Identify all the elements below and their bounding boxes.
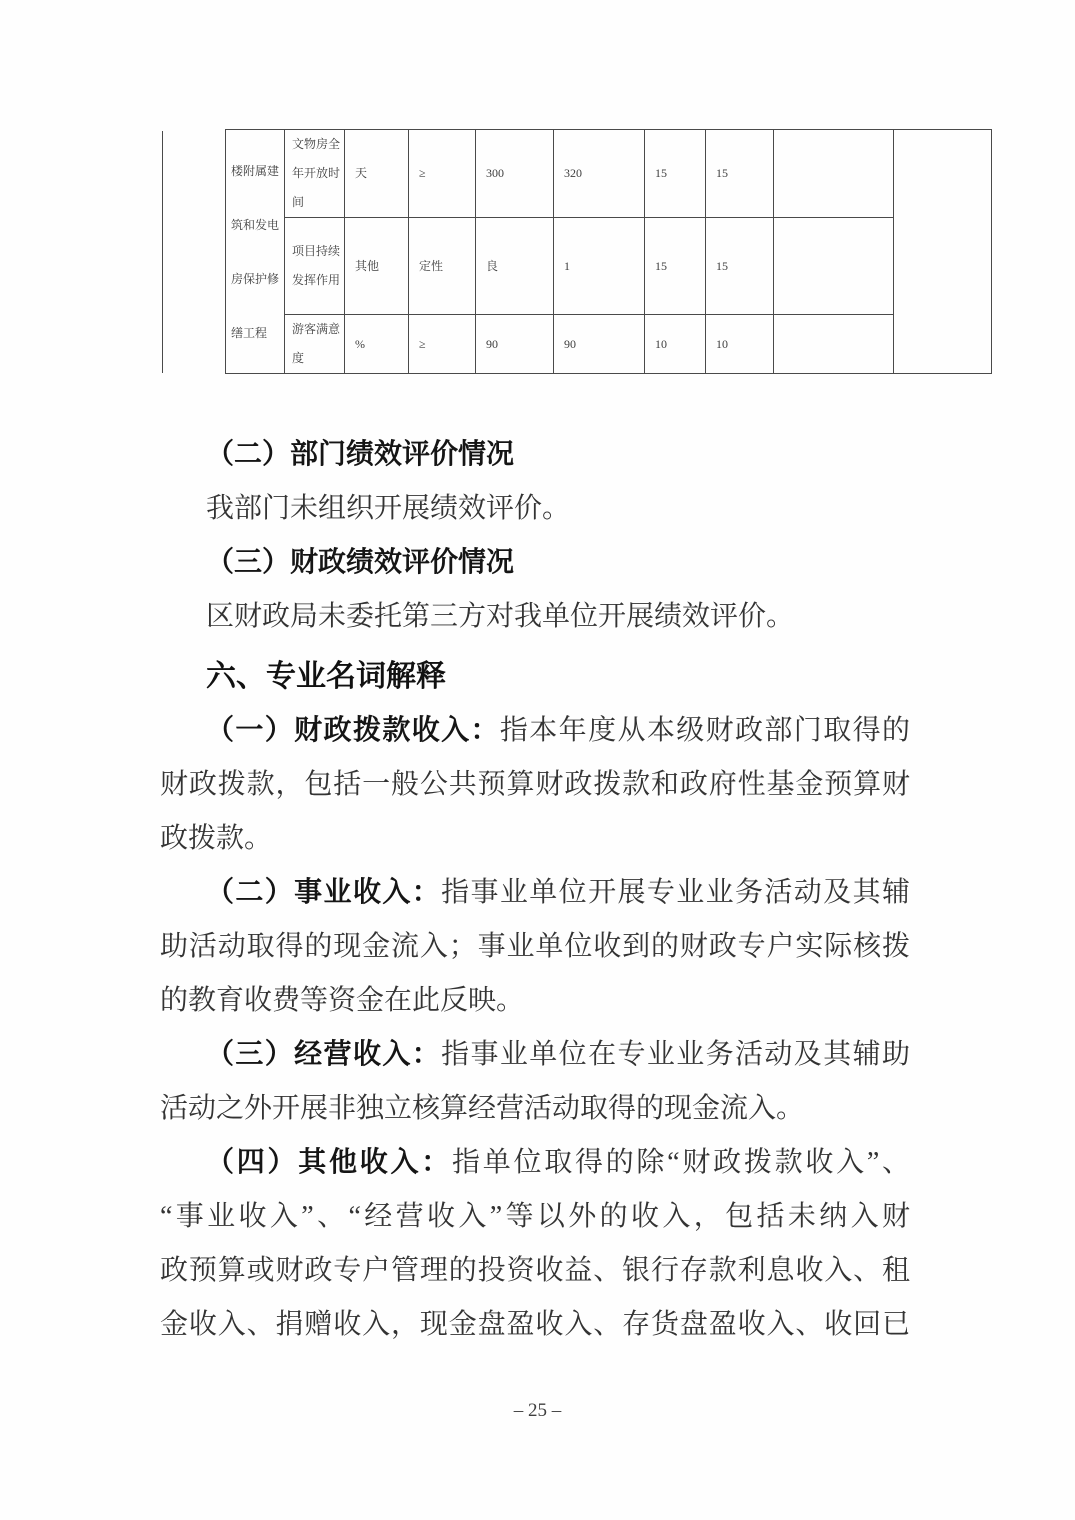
term-other-income-line xyxy=(160,1136,910,1190)
term-text: 指事业单位在专业业务活动及其辅助 xyxy=(441,1039,910,1070)
term-fiscal-appropriation-line: 政拨款。 xyxy=(160,823,273,854)
cell-actual-value: 90 xyxy=(554,315,645,374)
indicator-line: 度 xyxy=(292,351,305,365)
indicator-line: 项目持续 xyxy=(292,244,341,258)
term-business-income-line: 活动之外开展非独立核算经营活动取得的现金流入。 xyxy=(160,1093,805,1124)
cell-unit: 其他 xyxy=(345,218,409,315)
cell-unit: % xyxy=(345,315,409,374)
term-business-income-line xyxy=(160,1028,910,1082)
term-lead: （三）经营收入： xyxy=(206,1039,442,1070)
cell-score: 15 xyxy=(706,218,774,315)
cell-empty xyxy=(774,315,894,374)
cell-score: 10 xyxy=(706,315,774,374)
project-name-line: 缮工程 xyxy=(231,325,268,340)
para-fiscal-evaluation: 区财政局未委托第三方对我单位开展绩效评价。 xyxy=(206,601,795,632)
table-row xyxy=(226,218,992,315)
term-fiscal-appropriation-line xyxy=(160,704,910,758)
project-name-line: 楼附属建 xyxy=(231,163,280,178)
cell-target-value: 良 xyxy=(476,218,554,315)
term-lead: （二）事业收入： xyxy=(206,877,442,908)
indicator-line: 年开放时 xyxy=(292,166,341,180)
term-text: 指事业单位开展专业业务活动及其辅 xyxy=(441,877,910,908)
cell-score: 15 xyxy=(706,130,774,218)
indicator-line: 间 xyxy=(292,195,305,209)
table-left-border-fragment xyxy=(162,131,163,373)
cell-weight: 15 xyxy=(645,130,706,218)
cell-empty xyxy=(774,218,894,315)
indicator-line: 发挥作用 xyxy=(292,273,341,287)
term-fiscal-appropriation-line: 财政拨款，包括一般公共预算财政拨款和政府性基金预算财 xyxy=(160,769,910,800)
term-lead: （一）财政拨款收入： xyxy=(206,715,500,746)
heading-terminology: 六、专业名词解释 xyxy=(206,660,446,693)
body-text xyxy=(160,428,910,1352)
table-row xyxy=(226,315,992,374)
term-lead: （四）其他收入： xyxy=(206,1147,452,1178)
cell-actual-value: 1 xyxy=(554,218,645,315)
table-row xyxy=(226,130,992,218)
heading-fiscal-evaluation: （三）财政绩效评价情况 xyxy=(206,547,515,578)
cell-target-value: 300 xyxy=(476,130,554,218)
cell-weight: 15 xyxy=(645,218,706,315)
term-other-income-line: 金收入、捐赠收入，现金盘盈收入、存货盘盈收入、收回已 xyxy=(160,1309,910,1340)
term-other-income-line: 政预算或财政专户管理的投资收益、银行存款利息收入、租 xyxy=(160,1255,910,1286)
cell-indicator-name xyxy=(285,218,345,315)
term-text: 指本年度从本级财政部门取得的 xyxy=(499,715,910,746)
indicator-line: 文物房全 xyxy=(292,137,341,151)
cell-empty-merged xyxy=(894,130,992,374)
cell-actual-value: 320 xyxy=(554,130,645,218)
term-operating-income-line xyxy=(160,866,910,920)
term-other-income-line: “事业收入”、“经营收入”等以外的收入，包括未纳入财 xyxy=(160,1201,910,1232)
cell-unit: 天 xyxy=(345,130,409,218)
page-number: – 25 – xyxy=(513,1400,562,1421)
term-operating-income-line: 助活动取得的现金流入；事业单位收到的财政专户实际核拨 xyxy=(160,931,910,962)
term-operating-income-line: 的教育收费等资金在此反映。 xyxy=(160,985,525,1016)
heading-dept-evaluation: （二）部门绩效评价情况 xyxy=(206,439,515,470)
cell-empty xyxy=(774,130,894,218)
cell-indicator-name xyxy=(285,130,345,218)
cell-project-name xyxy=(226,130,285,374)
cell-criterion: 定性 xyxy=(409,218,476,315)
cell-indicator-name xyxy=(285,315,345,374)
cell-target-value: 90 xyxy=(476,315,554,374)
term-text: 指单位取得的除“财政拨款收入”、 xyxy=(451,1147,910,1178)
project-name-line: 房保护修 xyxy=(231,271,280,286)
cell-criterion: ≥ xyxy=(409,130,476,218)
cell-weight: 10 xyxy=(645,315,706,374)
indicator-line: 游客满意 xyxy=(292,322,341,336)
para-dept-evaluation: 我部门未组织开展绩效评价。 xyxy=(206,493,571,524)
project-name-line: 筑和发电 xyxy=(231,217,280,232)
performance-indicator-table xyxy=(225,129,992,374)
cell-criterion: ≥ xyxy=(409,315,476,374)
